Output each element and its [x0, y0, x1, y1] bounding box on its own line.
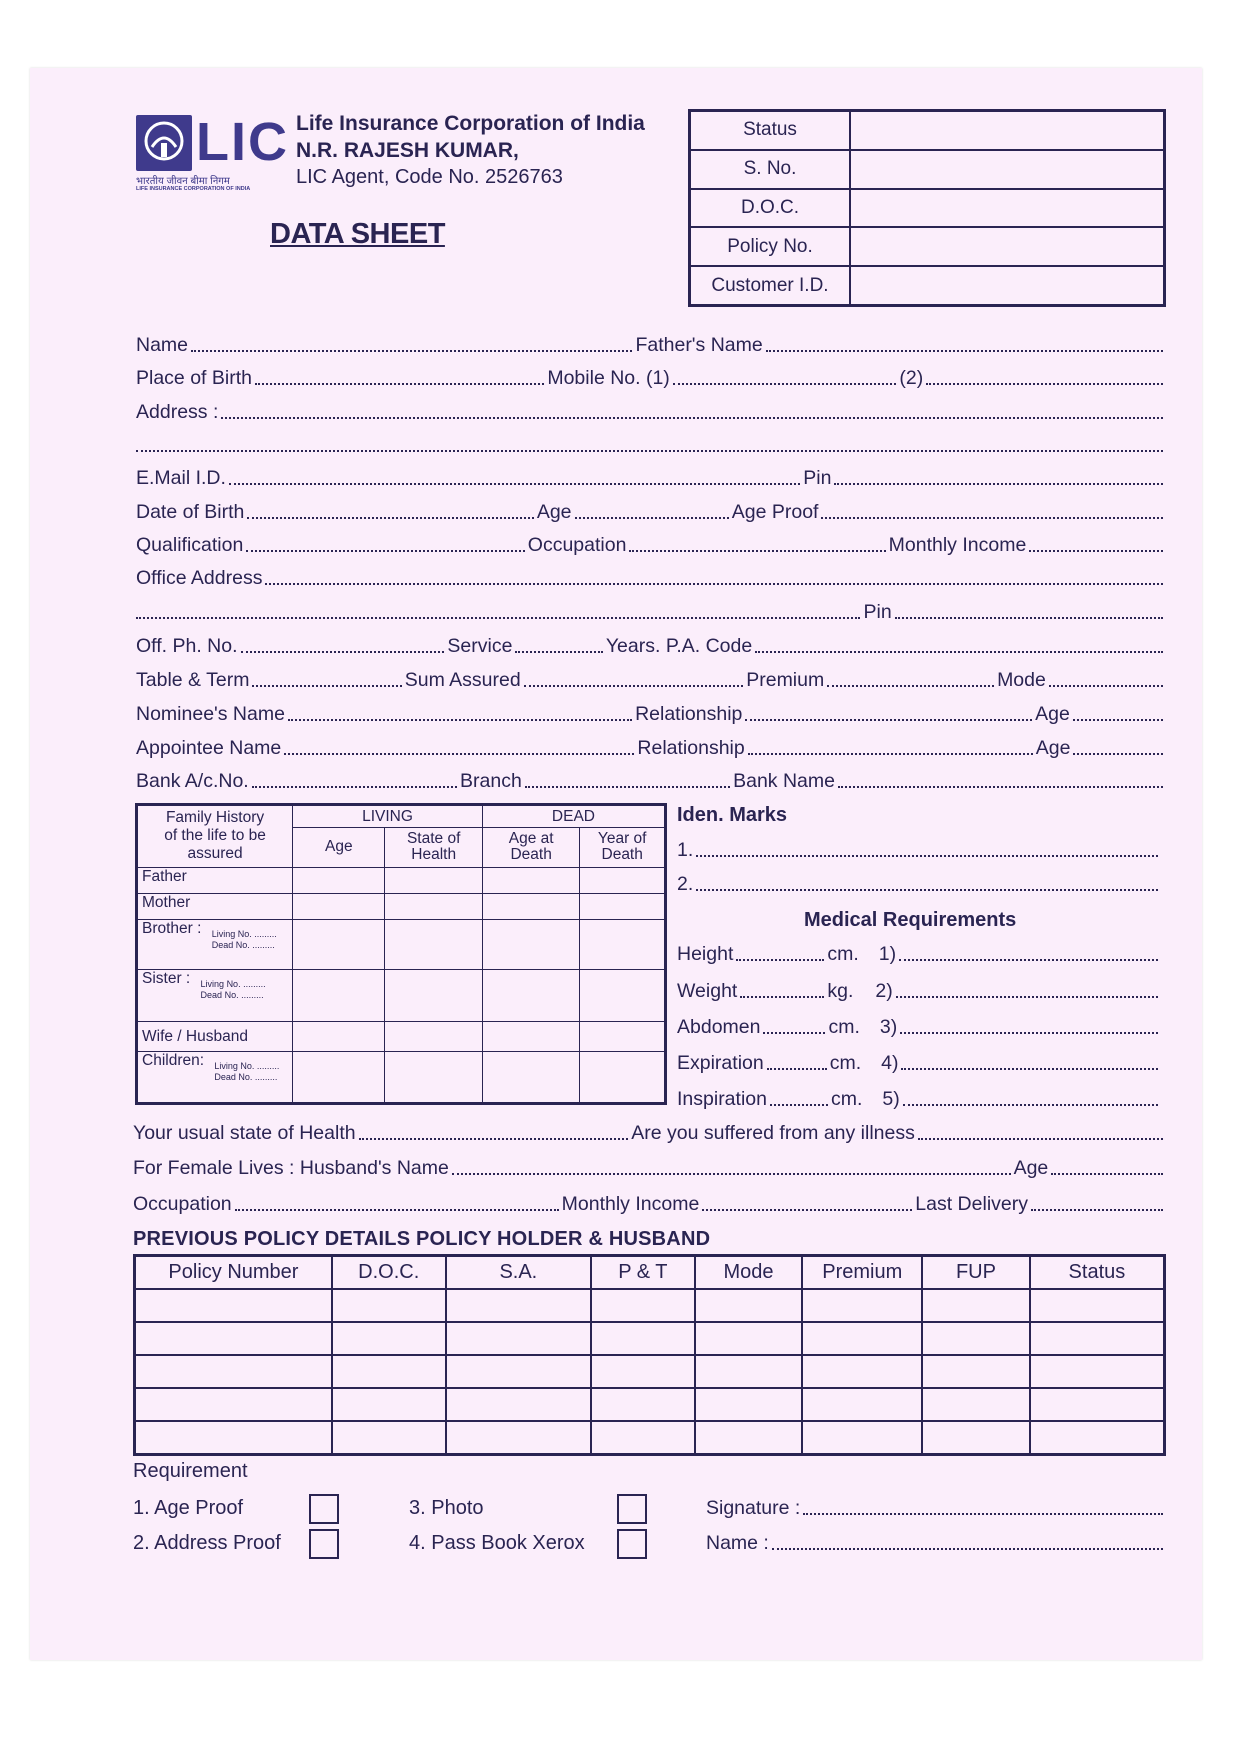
- branch-field[interactable]: [525, 786, 730, 788]
- year-of-death-col-header: Year of Death: [580, 828, 666, 868]
- mobile2-label: (2): [899, 367, 924, 389]
- age-label: Age: [536, 501, 572, 523]
- table-cell[interactable]: [135, 1355, 332, 1388]
- height-field[interactable]: [736, 959, 824, 961]
- bank-ac-field[interactable]: [252, 786, 457, 788]
- last-delivery-label: Last Delivery: [915, 1193, 1028, 1215]
- iden-mark-1-field[interactable]: [696, 855, 1158, 857]
- appointee-age-label: Age: [1035, 737, 1071, 759]
- address-label: Address :: [136, 401, 219, 423]
- table-cell[interactable]: [135, 1322, 332, 1355]
- signature-line: [706, 1496, 1166, 1520]
- sister-sub-labels: Living No. ......... Dead No. .........: [200, 979, 266, 1001]
- premium-field[interactable]: [827, 685, 994, 687]
- office-pin-label: Pin: [863, 601, 892, 623]
- med-req-2-label: 2): [875, 980, 893, 1002]
- spouse-age-death-cell[interactable]: [482, 1022, 579, 1051]
- agent-code: LIC Agent, Code No. 2526763: [296, 166, 563, 188]
- height-unit: cm.: [827, 943, 859, 965]
- table-term-label: Table & Term: [136, 669, 250, 691]
- sister-row-label: [137, 970, 293, 1022]
- family-history-header: [137, 805, 293, 868]
- monthly-income-field[interactable]: [1029, 550, 1163, 552]
- iden-mark-2-field[interactable]: [696, 889, 1158, 891]
- fathers-name-label: Father's Name: [635, 334, 763, 356]
- father-age-cell[interactable]: [293, 867, 385, 893]
- address-line: [136, 400, 1166, 424]
- iden-mark-1-label: 1.: [677, 839, 694, 861]
- table-term-line: [136, 668, 1166, 692]
- table-row: [135, 1322, 1165, 1355]
- health-line: [133, 1121, 1166, 1145]
- children-age-death-cell[interactable]: [482, 1051, 579, 1103]
- bank-name-field[interactable]: [838, 786, 1163, 788]
- email-label: E.Mail I.D.: [136, 467, 226, 489]
- nominee-field[interactable]: [288, 719, 632, 721]
- occupation-field[interactable]: [629, 550, 885, 552]
- fup-header: FUP: [922, 1256, 1030, 1290]
- customer-id-label: Customer I.D.: [690, 266, 851, 305]
- pin-label: Pin: [803, 467, 832, 489]
- mobile2-field[interactable]: [926, 383, 1163, 385]
- table-cell[interactable]: [802, 1355, 922, 1388]
- address-proof-checkbox[interactable]: [309, 1529, 339, 1559]
- years-pa-label: Years. P.A. Code: [605, 635, 753, 657]
- children-sub-labels: Living No. ......... Dead No. .........: [214, 1060, 280, 1082]
- female-occupation-label: Occupation: [133, 1193, 232, 1215]
- dob-line: [136, 500, 1166, 524]
- father-age-death-cell[interactable]: [482, 867, 579, 893]
- abdomen-field[interactable]: [763, 1032, 825, 1034]
- table-cell[interactable]: [802, 1388, 922, 1421]
- table-cell[interactable]: [446, 1355, 591, 1388]
- signer-name-label: Name :: [706, 1532, 769, 1554]
- inspiration-line: [677, 1087, 1161, 1111]
- brother-age-cell[interactable]: [293, 919, 385, 969]
- med-req-3-field[interactable]: [900, 1032, 1158, 1034]
- signature-label: Signature :: [706, 1497, 801, 1519]
- sno-value[interactable]: [850, 150, 1165, 189]
- table-cell[interactable]: [332, 1289, 446, 1322]
- photo-checkbox[interactable]: [617, 1494, 647, 1524]
- spouse-health-cell[interactable]: [385, 1022, 482, 1051]
- mode-header: Mode: [695, 1256, 803, 1290]
- mode-label: Mode: [997, 669, 1046, 691]
- female-age-field[interactable]: [1051, 1173, 1163, 1175]
- weight-label: Weight: [677, 980, 738, 1002]
- nominee-age-label: Age: [1035, 703, 1070, 725]
- husband-name-field[interactable]: [452, 1173, 1011, 1175]
- med-req-3-label: 3): [879, 1016, 898, 1038]
- father-health-cell[interactable]: [385, 867, 482, 893]
- table-cell[interactable]: [695, 1421, 803, 1455]
- nominee-relationship-field[interactable]: [745, 719, 1032, 721]
- policy-no-label: Policy No.: [690, 227, 851, 266]
- table-cell[interactable]: [695, 1355, 803, 1388]
- signer-name-line: [706, 1531, 1166, 1555]
- signature-field[interactable]: [803, 1513, 1163, 1515]
- brother-row-label: [137, 919, 293, 969]
- qualification-label: Qualification: [136, 534, 244, 556]
- customer-id-value[interactable]: [850, 266, 1165, 305]
- email-line: [136, 466, 1166, 490]
- mobile1-label: Mobile No. (1): [547, 367, 670, 389]
- status-box: [688, 109, 1166, 307]
- table-cell[interactable]: [135, 1289, 332, 1322]
- age-field[interactable]: [575, 517, 729, 519]
- illness-label: Are you suffered from any illness: [631, 1122, 915, 1144]
- female-occupation-field[interactable]: [235, 1209, 559, 1211]
- age-proof-label: Age Proof: [731, 501, 819, 523]
- table-cell[interactable]: [1030, 1289, 1165, 1322]
- fathers-name-field[interactable]: [766, 350, 1163, 352]
- table-cell[interactable]: [332, 1388, 446, 1421]
- expiration-unit: cm.: [829, 1052, 862, 1074]
- pt-header: P & T: [591, 1256, 695, 1290]
- branch-label: Branch: [460, 770, 522, 792]
- table-cell[interactable]: [591, 1289, 695, 1322]
- dead-header: DEAD: [482, 805, 665, 828]
- father-year-death-cell[interactable]: [580, 867, 666, 893]
- age-proof-checkbox[interactable]: [309, 1494, 339, 1524]
- children-living-no: Living No.: [214, 1060, 255, 1071]
- table-row: [135, 1355, 1165, 1388]
- appointee-line: [136, 736, 1166, 760]
- age-proof-label: 1. Age Proof: [133, 1497, 244, 1519]
- table-cell[interactable]: [1030, 1421, 1165, 1455]
- female-income-label: Monthly Income: [561, 1193, 700, 1215]
- weight-line: [677, 979, 1161, 1003]
- address-field-2[interactable]: [136, 450, 1163, 452]
- lic-logo: [136, 112, 290, 192]
- photo-label: 3. Photo: [409, 1497, 484, 1519]
- address-line-2: [136, 433, 1166, 457]
- abdomen-unit: cm.: [828, 1016, 860, 1038]
- nominee-label: Nominee's Name: [136, 703, 285, 725]
- spouse-age-cell[interactable]: [293, 1022, 385, 1051]
- mother-health-cell[interactable]: [385, 893, 482, 919]
- female-income-field[interactable]: [702, 1209, 912, 1211]
- table-cell[interactable]: [695, 1322, 803, 1355]
- passbook-checkbox[interactable]: [617, 1529, 647, 1559]
- previous-policy-table: [133, 1254, 1166, 1456]
- status-label: Status: [690, 111, 851, 150]
- med-req-4-field[interactable]: [901, 1068, 1158, 1070]
- previous-policy-title: PREVIOUS POLICY DETAILS POLICY HOLDER & HUSBAND: [133, 1228, 711, 1250]
- brother-living-no: Living No.: [211, 928, 252, 939]
- table-cell[interactable]: [802, 1421, 922, 1455]
- height-label: Height: [677, 943, 734, 965]
- table-cell[interactable]: [922, 1355, 1030, 1388]
- table-cell[interactable]: [446, 1388, 591, 1421]
- premium-label: Premium: [746, 669, 825, 691]
- female-occupation-line: [133, 1192, 1166, 1216]
- med-req-1-label: 1): [878, 943, 897, 965]
- table-cell[interactable]: [332, 1322, 446, 1355]
- birth-line: [136, 366, 1166, 390]
- address-proof-label: 2. Address Proof: [133, 1532, 281, 1554]
- expiration-line: [677, 1051, 1161, 1075]
- sister-label: Sister :: [142, 970, 191, 988]
- family-head-line-2: of the life to be: [164, 827, 266, 845]
- mother-age-death-cell[interactable]: [482, 893, 579, 919]
- table-cell[interactable]: [922, 1421, 1030, 1455]
- abdomen-label: Abdomen: [677, 1016, 761, 1038]
- table-cell[interactable]: [1030, 1322, 1165, 1355]
- weight-field[interactable]: [740, 996, 824, 998]
- name-label: Name: [136, 334, 189, 356]
- brother-sub-labels: Living No. ......... Dead No. .........: [211, 928, 277, 950]
- sum-assured-label: Sum Assured: [404, 669, 521, 691]
- family-head-line-3: assured: [187, 845, 243, 863]
- premium-header: Premium: [802, 1256, 922, 1290]
- bank-line: [136, 769, 1166, 793]
- brother-age-death-cell[interactable]: [482, 919, 579, 969]
- table-cell[interactable]: [135, 1421, 332, 1455]
- requirement-title: Requirement: [133, 1460, 248, 1482]
- company-name: Life Insurance Corporation of India: [296, 112, 645, 135]
- age-col-header: Age: [293, 828, 385, 868]
- brother-year-death-cell[interactable]: [580, 919, 666, 969]
- policy-number-header: Policy Number: [135, 1256, 332, 1290]
- table-row: [135, 1289, 1165, 1322]
- lic-emblem-icon: [136, 115, 192, 171]
- monthly-income-label: Monthly Income: [888, 534, 1027, 556]
- table-cell[interactable]: [1030, 1355, 1165, 1388]
- husband-name-label: For Female Lives : Husband's Name: [133, 1157, 449, 1179]
- pa-code-field[interactable]: [755, 651, 1163, 653]
- nominee-relationship-label: Relationship: [635, 703, 743, 725]
- appointee-relationship-label: Relationship: [637, 737, 745, 759]
- appointee-label: Appointee Name: [136, 737, 282, 759]
- medical-requirements-title: Medical Requirements: [804, 909, 1017, 931]
- appointee-relationship-field[interactable]: [748, 753, 1033, 755]
- nominee-line: [136, 702, 1166, 726]
- brother-health-cell[interactable]: [385, 919, 482, 969]
- spouse-year-death-cell[interactable]: [580, 1022, 666, 1051]
- table-cell[interactable]: [591, 1355, 695, 1388]
- bank-ac-label: Bank A/c.No.: [136, 770, 249, 792]
- passbook-label: 4. Pass Book Xerox: [409, 1532, 585, 1554]
- age-at-death-col-header: Age at Death: [482, 828, 579, 868]
- sister-living-no: Living No.: [200, 979, 241, 990]
- occupation-label: Occupation: [527, 534, 627, 556]
- off-ph-field[interactable]: [241, 651, 445, 653]
- inspiration-unit: cm.: [830, 1088, 863, 1110]
- table-cell[interactable]: [332, 1355, 446, 1388]
- sno-label: S. No.: [690, 150, 851, 189]
- office-address-line: [136, 566, 1166, 590]
- family-history-table: [135, 803, 667, 1105]
- table-cell[interactable]: [446, 1421, 591, 1455]
- signer-name-field[interactable]: [772, 1548, 1163, 1550]
- abdomen-line: [677, 1015, 1161, 1039]
- father-row-label: Father: [137, 867, 293, 893]
- last-delivery-field[interactable]: [1031, 1209, 1163, 1211]
- service-label: Service: [447, 635, 513, 657]
- table-term-field[interactable]: [252, 685, 401, 687]
- med-req-4-label: 4): [881, 1052, 899, 1074]
- table-cell[interactable]: [695, 1388, 803, 1421]
- qualification-line: [136, 533, 1166, 557]
- sister-dead-no: Dead No.: [200, 990, 239, 1001]
- family-head-line-1: Family History: [165, 809, 265, 827]
- name-field[interactable]: [191, 350, 632, 352]
- office-address-field[interactable]: [265, 583, 1163, 585]
- table-cell[interactable]: [922, 1388, 1030, 1421]
- weight-unit: kg.: [827, 980, 854, 1002]
- table-cell[interactable]: [591, 1388, 695, 1421]
- appointee-field[interactable]: [284, 753, 634, 755]
- med-req-5-label: 5): [882, 1088, 900, 1110]
- inspiration-field[interactable]: [770, 1104, 828, 1106]
- place-of-birth-label: Place of Birth: [136, 367, 252, 389]
- children-age-cell[interactable]: [293, 1051, 385, 1103]
- logo-english-text: LIFE INSURANCE CORPORATION OF INDIA: [136, 186, 251, 192]
- med-req-2-field[interactable]: [896, 996, 1158, 998]
- height-line: [677, 942, 1161, 966]
- iden-marks-title: Iden. Marks: [677, 804, 788, 826]
- mother-age-cell[interactable]: [293, 893, 385, 919]
- children-health-cell[interactable]: [385, 1051, 482, 1103]
- qualification-field[interactable]: [246, 550, 524, 552]
- sister-health-cell[interactable]: [385, 970, 482, 1022]
- table-cell[interactable]: [1030, 1388, 1165, 1421]
- female-line: [133, 1156, 1166, 1180]
- expiration-field[interactable]: [767, 1068, 827, 1070]
- mobile1-field[interactable]: [673, 383, 897, 385]
- inspiration-label: Inspiration: [677, 1088, 767, 1110]
- expiration-label: Expiration: [677, 1052, 764, 1074]
- address-field[interactable]: [221, 417, 1163, 419]
- brother-dead-no: Dead No.: [211, 939, 250, 950]
- table-cell[interactable]: [446, 1289, 591, 1322]
- dob-label: Date of Birth: [136, 501, 245, 523]
- mode-field[interactable]: [1049, 685, 1163, 687]
- nominee-age-field[interactable]: [1073, 719, 1163, 721]
- table-row: [135, 1388, 1165, 1421]
- page-title: DATA SHEET: [270, 218, 445, 250]
- bank-name-label: Bank Name: [733, 770, 835, 792]
- mother-year-death-cell[interactable]: [580, 893, 666, 919]
- service-field[interactable]: [515, 651, 602, 653]
- office-phone-line: [136, 634, 1166, 658]
- pin-field[interactable]: [834, 483, 1163, 485]
- table-cell[interactable]: [922, 1322, 1030, 1355]
- table-cell[interactable]: [591, 1421, 695, 1455]
- table-row: [135, 1421, 1165, 1455]
- table-cell[interactable]: [591, 1322, 695, 1355]
- brother-label: Brother :: [142, 919, 202, 937]
- office-pin-field[interactable]: [895, 617, 1163, 619]
- doc-header: D.O.C.: [332, 1256, 446, 1290]
- doc-label: D.O.C.: [690, 189, 851, 228]
- med-req-5-field[interactable]: [903, 1104, 1158, 1106]
- logo-text: LIC: [196, 112, 289, 172]
- children-year-death-cell[interactable]: [580, 1051, 666, 1103]
- place-of-birth-field[interactable]: [255, 383, 544, 385]
- off-ph-label: Off. Ph. No.: [136, 635, 238, 657]
- logo-hindi-text: भारतीय जीवन बीमा निगम: [136, 176, 230, 187]
- sister-age-cell[interactable]: [293, 970, 385, 1022]
- sa-header: S.A.: [446, 1256, 591, 1290]
- doc-value[interactable]: [850, 189, 1165, 228]
- table-cell[interactable]: [446, 1322, 591, 1355]
- med-req-1-field[interactable]: [899, 959, 1158, 961]
- status-value[interactable]: [850, 111, 1165, 150]
- policy-no-value[interactable]: [850, 227, 1165, 266]
- table-cell[interactable]: [802, 1322, 922, 1355]
- office-address-field-2[interactable]: [136, 617, 860, 619]
- table-cell[interactable]: [922, 1289, 1030, 1322]
- usual-health-label: Your usual state of Health: [133, 1122, 356, 1144]
- state-of-health-col-header: State of Health: [385, 828, 482, 868]
- email-field[interactable]: [229, 483, 800, 485]
- office-address-label: Office Address: [136, 567, 263, 589]
- mother-row-label: Mother: [137, 893, 293, 919]
- agent-name: N.R. RAJESH KUMAR,: [296, 139, 519, 162]
- table-cell[interactable]: [802, 1289, 922, 1322]
- children-dead-no: Dead No.: [214, 1071, 253, 1082]
- spouse-row-label: Wife / Husband: [137, 1022, 293, 1051]
- dob-field[interactable]: [247, 517, 533, 519]
- name-line: [136, 333, 1166, 357]
- appointee-age-field[interactable]: [1073, 753, 1163, 755]
- table-cell[interactable]: [332, 1421, 446, 1455]
- iden-mark-2-label: 2.: [677, 873, 694, 895]
- sum-assured-field[interactable]: [524, 685, 744, 687]
- table-cell[interactable]: [135, 1388, 332, 1421]
- office-address-line-2: [136, 600, 1166, 624]
- usual-health-field[interactable]: [359, 1138, 629, 1140]
- female-age-label: Age: [1013, 1157, 1049, 1179]
- children-row-label: [137, 1051, 293, 1103]
- living-header: LIVING: [293, 805, 483, 828]
- children-label: Children:: [142, 1051, 205, 1069]
- status-header: Status: [1030, 1256, 1165, 1290]
- table-cell[interactable]: [695, 1289, 803, 1322]
- iden-mark-1-line: [677, 838, 1161, 862]
- illness-field[interactable]: [918, 1138, 1163, 1140]
- age-proof-field[interactable]: [821, 517, 1163, 519]
- iden-mark-2-line: [677, 872, 1161, 896]
- sister-year-death-cell[interactable]: [580, 970, 666, 1022]
- sister-age-death-cell[interactable]: [482, 970, 579, 1022]
